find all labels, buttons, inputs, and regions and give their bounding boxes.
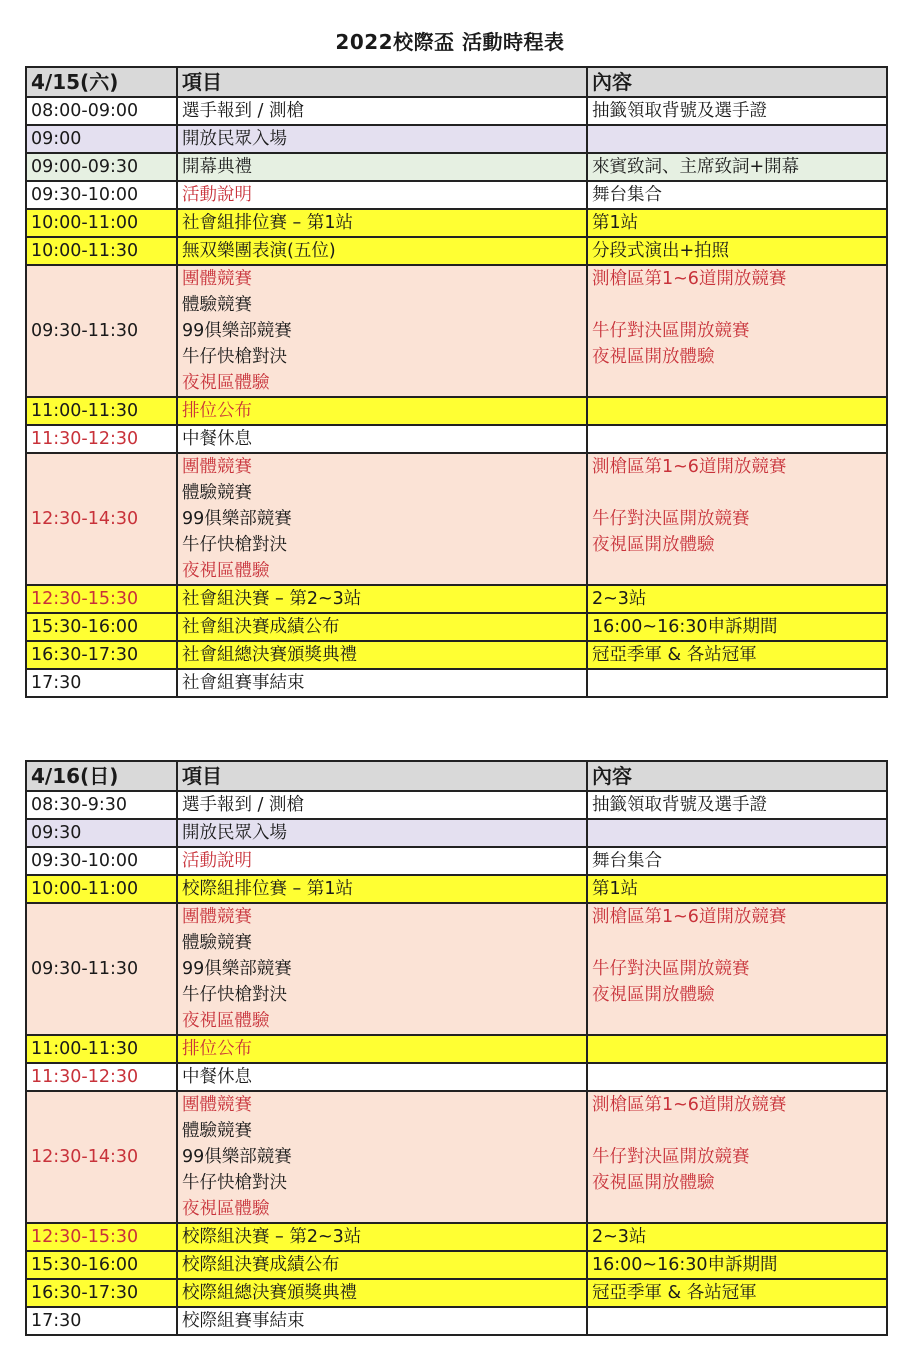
item-line: 夜視區體驗 (182, 1011, 270, 1031)
content-line: 牛仔對決區開放競賽 (592, 959, 750, 979)
time-cell: 12:30-15:30 (26, 1223, 177, 1251)
content-line: 分段式演出+拍照 (592, 241, 730, 261)
item-line: 夜視區體驗 (182, 561, 270, 581)
content-cell (587, 1279, 887, 1307)
time-cell: 09:30-10:00 (26, 181, 177, 209)
item-line: 牛仔快槍對決 (182, 1173, 287, 1193)
content-cell (587, 1035, 887, 1063)
time-cell: 15:30-16:00 (26, 613, 177, 641)
header-content: 內容 (587, 761, 887, 791)
content-line: 16:00~16:30申訴期間 (592, 617, 778, 637)
time-cell: 09:30 (26, 819, 177, 847)
item-cell (177, 181, 587, 209)
item-line: 排位公布 (182, 1039, 252, 1059)
item-line: 校際組決賽成績公布 (182, 1255, 340, 1275)
time-cell: 10:00-11:00 (26, 875, 177, 903)
schedule-row (26, 265, 887, 397)
item-line: 99俱樂部競賽 (182, 321, 292, 341)
item-cell (177, 585, 587, 613)
content-line: 夜視區開放體驗 (592, 1173, 715, 1193)
content-cell (587, 669, 887, 697)
content-cell (587, 265, 887, 397)
schedule-row (26, 1223, 887, 1251)
schedule-row (26, 1307, 887, 1335)
schedule-row (26, 1279, 887, 1307)
item-line: 社會組決賽成績公布 (182, 617, 340, 637)
schedule-row (26, 641, 887, 669)
item-cell (177, 425, 587, 453)
item-line: 夜視區體驗 (182, 1199, 270, 1219)
schedule-row (26, 181, 887, 209)
content-line: 測槍區第1~6道開放競賽 (592, 269, 787, 289)
item-line: 體驗競賽 (182, 933, 252, 953)
schedule-row (26, 1091, 887, 1223)
schedule-row (26, 847, 887, 875)
content-line: 夜視區開放體驗 (592, 347, 715, 367)
item-line: 99俱樂部競賽 (182, 959, 292, 979)
time-cell: 10:00-11:00 (26, 209, 177, 237)
item-line: 無双樂團表演(五位) (182, 241, 336, 261)
content-cell (587, 397, 887, 425)
item-line: 選手報到 / 測槍 (182, 795, 305, 815)
content-cell (587, 903, 887, 1035)
content-line (592, 292, 882, 318)
time-cell: 17:30 (26, 1307, 177, 1335)
item-line: 排位公布 (182, 401, 252, 421)
time-cell: 17:30 (26, 669, 177, 697)
content-cell (587, 585, 887, 613)
item-cell (177, 1279, 587, 1307)
content-line: 16:00~16:30申訴期間 (592, 1255, 778, 1275)
schedule-row (26, 613, 887, 641)
content-line: 夜視區開放體驗 (592, 985, 715, 1005)
page-title: 2022校際盃 活動時程表 (335, 30, 565, 54)
content-line (592, 480, 882, 506)
schedule-row (26, 875, 887, 903)
time-cell: 11:30-12:30 (26, 1063, 177, 1091)
schedule-row (26, 97, 887, 125)
item-line: 校際組賽事結束 (182, 1311, 305, 1331)
item-line: 校際組排位賽 – 第1站 (182, 879, 354, 899)
content-cell (587, 847, 887, 875)
item-cell (177, 791, 587, 819)
item-line: 開放民眾入場 (182, 823, 287, 843)
item-line: 99俱樂部競賽 (182, 1147, 292, 1167)
item-cell (177, 453, 587, 585)
schedule-row (26, 585, 887, 613)
item-line: 團體競賽 (182, 907, 252, 927)
item-line: 團體競賽 (182, 269, 252, 289)
item-cell (177, 1091, 587, 1223)
content-cell (587, 819, 887, 847)
item-cell (177, 875, 587, 903)
content-line: 測槍區第1~6道開放競賽 (592, 457, 787, 477)
content-cell (587, 1251, 887, 1279)
content-cell (587, 1063, 887, 1091)
content-cell (587, 153, 887, 181)
schedule-table-day1 (25, 66, 888, 698)
item-line: 牛仔快槍對決 (182, 535, 287, 555)
time-cell: 16:30-17:30 (26, 641, 177, 669)
content-line: 夜視區開放體驗 (592, 535, 715, 555)
header-row (26, 67, 887, 97)
time-cell: 08:00-09:00 (26, 97, 177, 125)
content-cell (587, 641, 887, 669)
schedule-row (26, 819, 887, 847)
header-item: 項目 (177, 761, 587, 791)
time-cell: 11:30-12:30 (26, 425, 177, 453)
time-cell: 11:00-11:30 (26, 397, 177, 425)
content-line (592, 1196, 882, 1222)
item-cell (177, 1035, 587, 1063)
content-cell (587, 209, 887, 237)
content-line: 2~3站 (592, 589, 647, 609)
item-cell (177, 1223, 587, 1251)
content-cell (587, 875, 887, 903)
content-cell (587, 791, 887, 819)
content-line: 牛仔對決區開放競賽 (592, 509, 750, 529)
item-cell (177, 903, 587, 1035)
header-item: 項目 (177, 67, 587, 97)
content-line: 第1站 (592, 879, 639, 899)
schedule-row (26, 153, 887, 181)
item-line: 社會組總決賽頒獎典禮 (182, 645, 357, 665)
content-cell (587, 1307, 887, 1335)
time-cell: 08:30-9:30 (26, 791, 177, 819)
content-cell (587, 453, 887, 585)
time-cell: 09:30-11:30 (26, 903, 177, 1035)
item-cell (177, 1063, 587, 1091)
schedule-row (26, 669, 887, 697)
item-cell (177, 819, 587, 847)
time-cell: 10:00-11:30 (26, 237, 177, 265)
item-cell (177, 97, 587, 125)
content-line: 舞台集合 (592, 185, 662, 205)
item-line: 社會組決賽 – 第2~3站 (182, 589, 362, 609)
item-cell (177, 847, 587, 875)
schedule-row (26, 453, 887, 585)
content-line: 2~3站 (592, 1227, 647, 1247)
item-cell (177, 669, 587, 697)
content-cell (587, 1223, 887, 1251)
content-line: 牛仔對決區開放競賽 (592, 321, 750, 341)
content-line: 第1站 (592, 213, 639, 233)
item-cell (177, 641, 587, 669)
content-line: 舞台集合 (592, 851, 662, 871)
item-cell (177, 237, 587, 265)
item-line: 社會組排位賽 – 第1站 (182, 213, 354, 233)
header-row (26, 761, 887, 791)
item-line: 體驗競賽 (182, 1121, 252, 1141)
time-cell: 09:00-09:30 (26, 153, 177, 181)
time-cell: 12:30-14:30 (26, 1091, 177, 1223)
content-line: 冠亞季軍 & 各站冠軍 (592, 1283, 757, 1303)
item-line: 團體競賽 (182, 457, 252, 477)
item-cell (177, 209, 587, 237)
content-line (592, 1008, 882, 1034)
time-cell: 11:00-11:30 (26, 1035, 177, 1063)
content-line: 抽籤領取背號及選手證 (592, 101, 767, 121)
content-line: 測槍區第1~6道開放競賽 (592, 907, 787, 927)
content-cell (587, 1091, 887, 1223)
content-line (592, 370, 882, 396)
time-cell: 12:30-15:30 (26, 585, 177, 613)
content-cell (587, 613, 887, 641)
content-line: 抽籤領取背號及選手證 (592, 795, 767, 815)
content-line (592, 930, 882, 956)
header-date: 4/16(日) (26, 761, 177, 791)
time-cell: 16:30-17:30 (26, 1279, 177, 1307)
time-cell: 09:00 (26, 125, 177, 153)
content-line: 來賓致詞、主席致詞+開幕 (592, 157, 800, 177)
item-cell (177, 153, 587, 181)
schedule-row (26, 209, 887, 237)
item-line: 校際組決賽 – 第2~3站 (182, 1227, 362, 1247)
content-cell (587, 97, 887, 125)
item-line: 活動說明 (182, 851, 252, 871)
header-content: 內容 (587, 67, 887, 97)
schedule-row (26, 125, 887, 153)
schedule-row (26, 397, 887, 425)
schedule-body-day2 (26, 761, 887, 1335)
schedule-row (26, 791, 887, 819)
content-cell (587, 125, 887, 153)
time-cell: 12:30-14:30 (26, 453, 177, 585)
item-line: 活動說明 (182, 185, 252, 205)
content-line: 測槍區第1~6道開放競賽 (592, 1095, 787, 1115)
item-cell (177, 1307, 587, 1335)
content-cell (587, 425, 887, 453)
item-line: 99俱樂部競賽 (182, 509, 292, 529)
item-line: 中餐休息 (182, 429, 252, 449)
schedule-row (26, 903, 887, 1035)
item-line: 選手報到 / 測槍 (182, 101, 305, 121)
content-cell (587, 237, 887, 265)
schedule-row (26, 1035, 887, 1063)
item-line: 開幕典禮 (182, 157, 252, 177)
content-cell (587, 181, 887, 209)
schedule-row (26, 1251, 887, 1279)
item-line: 開放民眾入場 (182, 129, 287, 149)
item-line: 牛仔快槍對決 (182, 347, 287, 367)
content-line: 冠亞季軍 & 各站冠軍 (592, 645, 757, 665)
content-line (592, 558, 882, 584)
time-cell: 09:30-10:00 (26, 847, 177, 875)
item-line: 中餐休息 (182, 1067, 252, 1087)
item-line: 體驗競賽 (182, 483, 252, 503)
item-line: 校際組總決賽頒獎典禮 (182, 1283, 357, 1303)
item-line: 社會組賽事結束 (182, 673, 305, 693)
item-cell (177, 265, 587, 397)
schedule-row (26, 1063, 887, 1091)
item-cell (177, 397, 587, 425)
item-line: 團體競賽 (182, 1095, 252, 1115)
item-line: 夜視區體驗 (182, 373, 270, 393)
schedule-body-day1 (26, 67, 887, 697)
item-cell (177, 613, 587, 641)
item-cell (177, 125, 587, 153)
header-date: 4/15(六) (26, 67, 177, 97)
time-cell: 15:30-16:00 (26, 1251, 177, 1279)
schedule-table-day2 (25, 760, 888, 1336)
schedule-row (26, 425, 887, 453)
item-line: 牛仔快槍對決 (182, 985, 287, 1005)
item-line: 體驗競賽 (182, 295, 252, 315)
content-line: 牛仔對決區開放競賽 (592, 1147, 750, 1167)
schedule-row (26, 237, 887, 265)
content-line (592, 1118, 882, 1144)
item-cell (177, 1251, 587, 1279)
time-cell: 09:30-11:30 (26, 265, 177, 397)
